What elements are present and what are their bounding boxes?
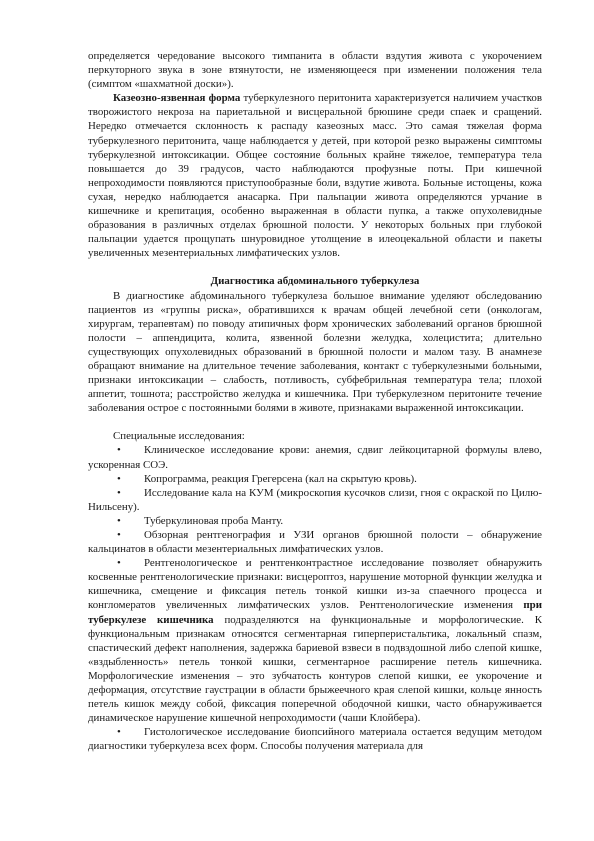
list-item-text: Туберкулиновая проба Манту. (144, 514, 284, 527)
paragraph-diagnostics: В диагностике абдоминального туберкулеза большое внимание уделяют обследованию пациентов из «группы риска», обратившихся к врачам общей лечебной сети (онкологам, хирургам, терапевтам) по поводу атипичных форм хронических заболеваний органов брюшной полости – аппендицита, колита, язвенной болезни желудка, холецистита; длительно существующих опухолевидных образований в брюшной полости и малом тазу. В анамнезе обращают внимание на длительное течение заболевания, контакт с туберкулезными больными, признаки интоксикации – слабость, потливость, субфебрильная температура тела; плохой аппетит, тошнота; расстройство желудка и кишечника. При туберкулезном перитоните течение заболевания острое с постоянными болями в животе, признаками выраженной интоксикации. (88, 289, 542, 415)
special-studies-title: Специальные исследования: (113, 430, 245, 443)
list-item (88, 556, 542, 725)
paragraph-continuation: определяется чередование высокого тимпанита в области вздутия живота с укорочением перкуторного звука в зоне втянутости, не изменяющееся при изменении положения тела (симптом «шахматной доски»). (88, 50, 542, 91)
bullet-icon: • (117, 486, 121, 499)
list-item (88, 514, 542, 528)
list-item-text: Обзорная рентгенография и УЗИ органов брюшной полости – обнаружение кальцинатов в области мезентериальных лимфатических узлов. (88, 529, 542, 556)
list-item-text: Копрограмма, реакция Грегерсена (кал на скрытую кровь). (144, 472, 417, 485)
list-item (88, 472, 542, 486)
term-caseous-form: Казеозно-язвенная форма (113, 92, 241, 105)
list-item-text: Клиническое исследование крови: анемия, сдвиг лейкоцитарной формулы влево, ускоренная СОЭ. (88, 444, 542, 471)
paragraph-caseous-form (88, 91, 542, 260)
bullet-icon: • (117, 726, 121, 739)
bullet-icon: • (117, 472, 121, 485)
list-item (88, 443, 542, 471)
list-item (88, 486, 542, 514)
list-item-text: подразделяются на функциональные и морфологические. К функциональным признакам относятся сегментарная гиперперистальтика, локальный спазм, спастический дефект наполнения, задержка бариевой взвеси в подвздошной либо слепой кишке, «вздыбленность» петель тонкой кишки, сегментарное расширение петель кишечника. Морфологические изменения – это зубчатость контуров слепой кишки, ее укорочение и деформация, отсутствие гаустрации в области брыжеечного края слепой кишки, кольце янность петель кишок между собой, фиксация поперечной ободочной кишки, часто обнаруживается динамическое нарушение кишечной непроходимости (чаши Клойбера). (88, 613, 542, 725)
paragraph-caseous-text: туберкулезного перитонита характеризуется наличием участков творожистого некроза на париетальной и висцеральной брюшине среди спаек и сращений. Нередко отмечается склонность к распаду казеозных масс. Это самая тяжелая форма туберкулезного перитонита, чаще наблюдается у детей, при которой резко выражены симптомы туберкулезной интоксикации. Общее состояние больных крайне тяжелое, температура тела повышается до 39 градусов, часто наблюдаются профузные поты. При кишечной непроходимости появляются приступообразные боли, вздутие живота. Больные истощены, кожа сухая, нередко наблюдается анасарка. При пальпации живота определяются урчание в кишечнике и крепитация, особенно выраженная в области пупка, а также опухолевидные образования в различных отделах брюшной полости. У некоторых больных при глубокой пальпации удается прощупать шнуровидное утолщение в илеоцекальной области и пакеты увеличенных мезентериальных лимфатических узлов. (88, 92, 542, 260)
list-item (88, 725, 542, 753)
list-item-text: Гистологическое исследование биопсийного материала остается ведущим методом диагностики туберкулеза всех форм. Способы получения материала для (88, 726, 542, 753)
list-item-text: Рентгенологическое и рентгенконтрастное исследование позволяет обнаружить косвенные рентгенологические признаки: висцероптоз, нарушение моторной функции желудка и кишечника, смещение и фиксация петель тонкой кишки из-за спаечного процесса и конгломератов увеличенных лимфатических узлов. Рентгенологические изменения (88, 557, 542, 612)
list-item (88, 528, 542, 556)
term-intestinal-tb: при туберкулезе кишечника (88, 599, 542, 626)
bullet-icon: • (117, 557, 121, 570)
list-item-text: Исследование кала на КУМ (микроскопия кусочков слизи, гноя с окраской по Цилю-Нильсену). (88, 486, 542, 513)
bullet-icon: • (117, 529, 121, 541)
bullet-icon: • (117, 514, 121, 527)
spacer (88, 415, 542, 429)
bullet-icon: • (117, 444, 121, 457)
section-heading: Диагностика абдоминального туберкулеза (210, 275, 420, 288)
